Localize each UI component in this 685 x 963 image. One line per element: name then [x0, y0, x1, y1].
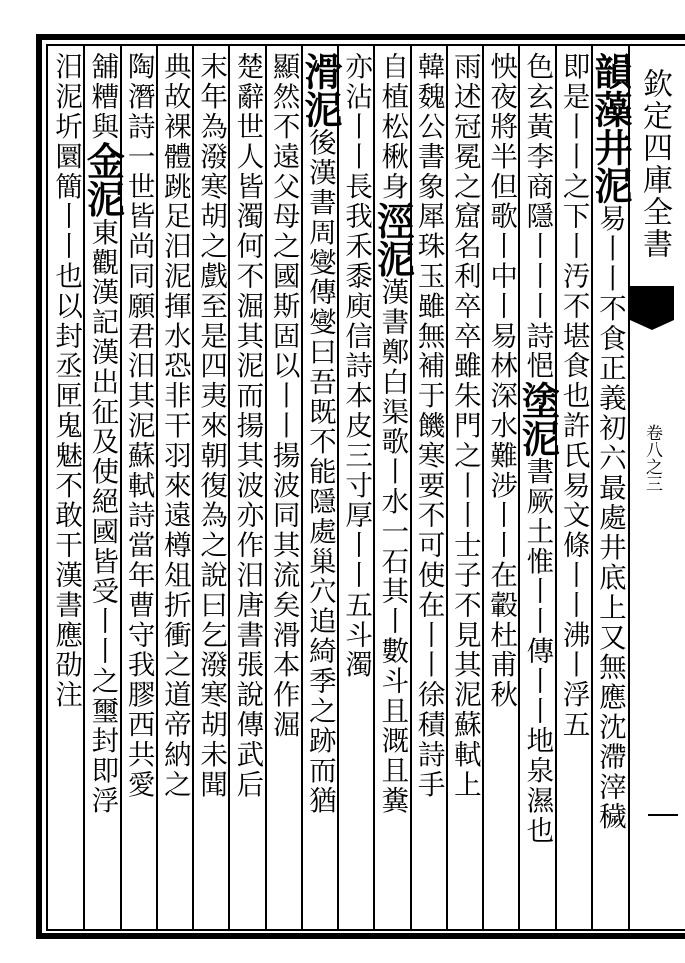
column-text: 顯然不遠父母之國斯固以丨丨揚波同其流矣滑本作淈 [267, 52, 300, 740]
entry-heading: 滑泥 [297, 52, 343, 128]
column-text: 典故裸體跳足汨泥揮水恐非干羽來遠樽俎折衝之道帝納之 [158, 52, 191, 800]
column-text: 末年為潑寒胡之戲至是四夷來朝復為之說曰乞潑寒胡未聞 [195, 52, 228, 800]
column-text: 舖糟與 [86, 52, 119, 142]
column-text: 雨述冠冕之窟名利卒卒雖朱門之丨丨士子不見其泥蘇軾上 [448, 52, 481, 800]
entry-heading: 韻藻 [587, 52, 633, 128]
column-text: 書厥土惟丨丨傳丨丨地泉濕也 [521, 456, 554, 846]
column-text: 楚辭世人皆濁何不淈其泥而揚其波亦作汨唐書張說傳武后 [231, 52, 264, 800]
column-text: 自植松楸身 [376, 52, 409, 202]
column-text: 即是丨丨之下丨汚不堪食也許氏易文條丨丨沸丨浮五 [557, 52, 590, 740]
volume-label: 卷八之三 [642, 424, 662, 492]
entry-heading: 金泥 [80, 141, 126, 218]
column-text: 後漢書周燮傳燮曰吾既不能隱處巢穴追綺季之跡而猶 [303, 128, 336, 816]
column-text: 圻圜簡丨丨也以封丞匣鬼魅不敢干漢書應劭注 [50, 111, 83, 710]
column-text: 亦沾丨丨 [340, 52, 373, 172]
column-text: 東觀漢記漢出征及使絕國皆受丨丨之璽封即浮 [86, 217, 119, 816]
entry-heading: 塗泥 [515, 380, 561, 457]
column-text: 韓魏公書象犀珠玉雖無補于饑寒要不可使在丨丨徐積詩手 [412, 52, 445, 800]
column-text: 易林深水難涉丨丨在轂杜甫秋 [485, 321, 518, 710]
column-text: 色玄黃李商隱丨丨丨詩悒 [521, 52, 554, 381]
entry-heading: 涇泥 [370, 201, 416, 278]
text-column [38, 52, 94, 924]
entry-heading: 井泥 [587, 128, 633, 204]
column-text: 陶潛詩一世皆尚同願君汨其泥蘇軾詩當年曹守我膠西共愛 [122, 52, 155, 800]
column-text: 漢書鄭白渠歌丨水一石其丨數斗且溉且糞 [376, 277, 409, 816]
column-text: 易丨丨不食正義初六最處井底上又無應沈滯滓穢 [593, 204, 626, 832]
column-text: 汨泥 [50, 52, 83, 112]
column-text: 怏夜將半但歌丨中丨 [485, 52, 518, 322]
book-title: 欽定四庫全書 [637, 68, 672, 260]
fold-strip-rule [648, 814, 678, 816]
column-text: 長我禾黍庾信詩本皮三寸厚丨丨五斗濁 [340, 171, 373, 680]
